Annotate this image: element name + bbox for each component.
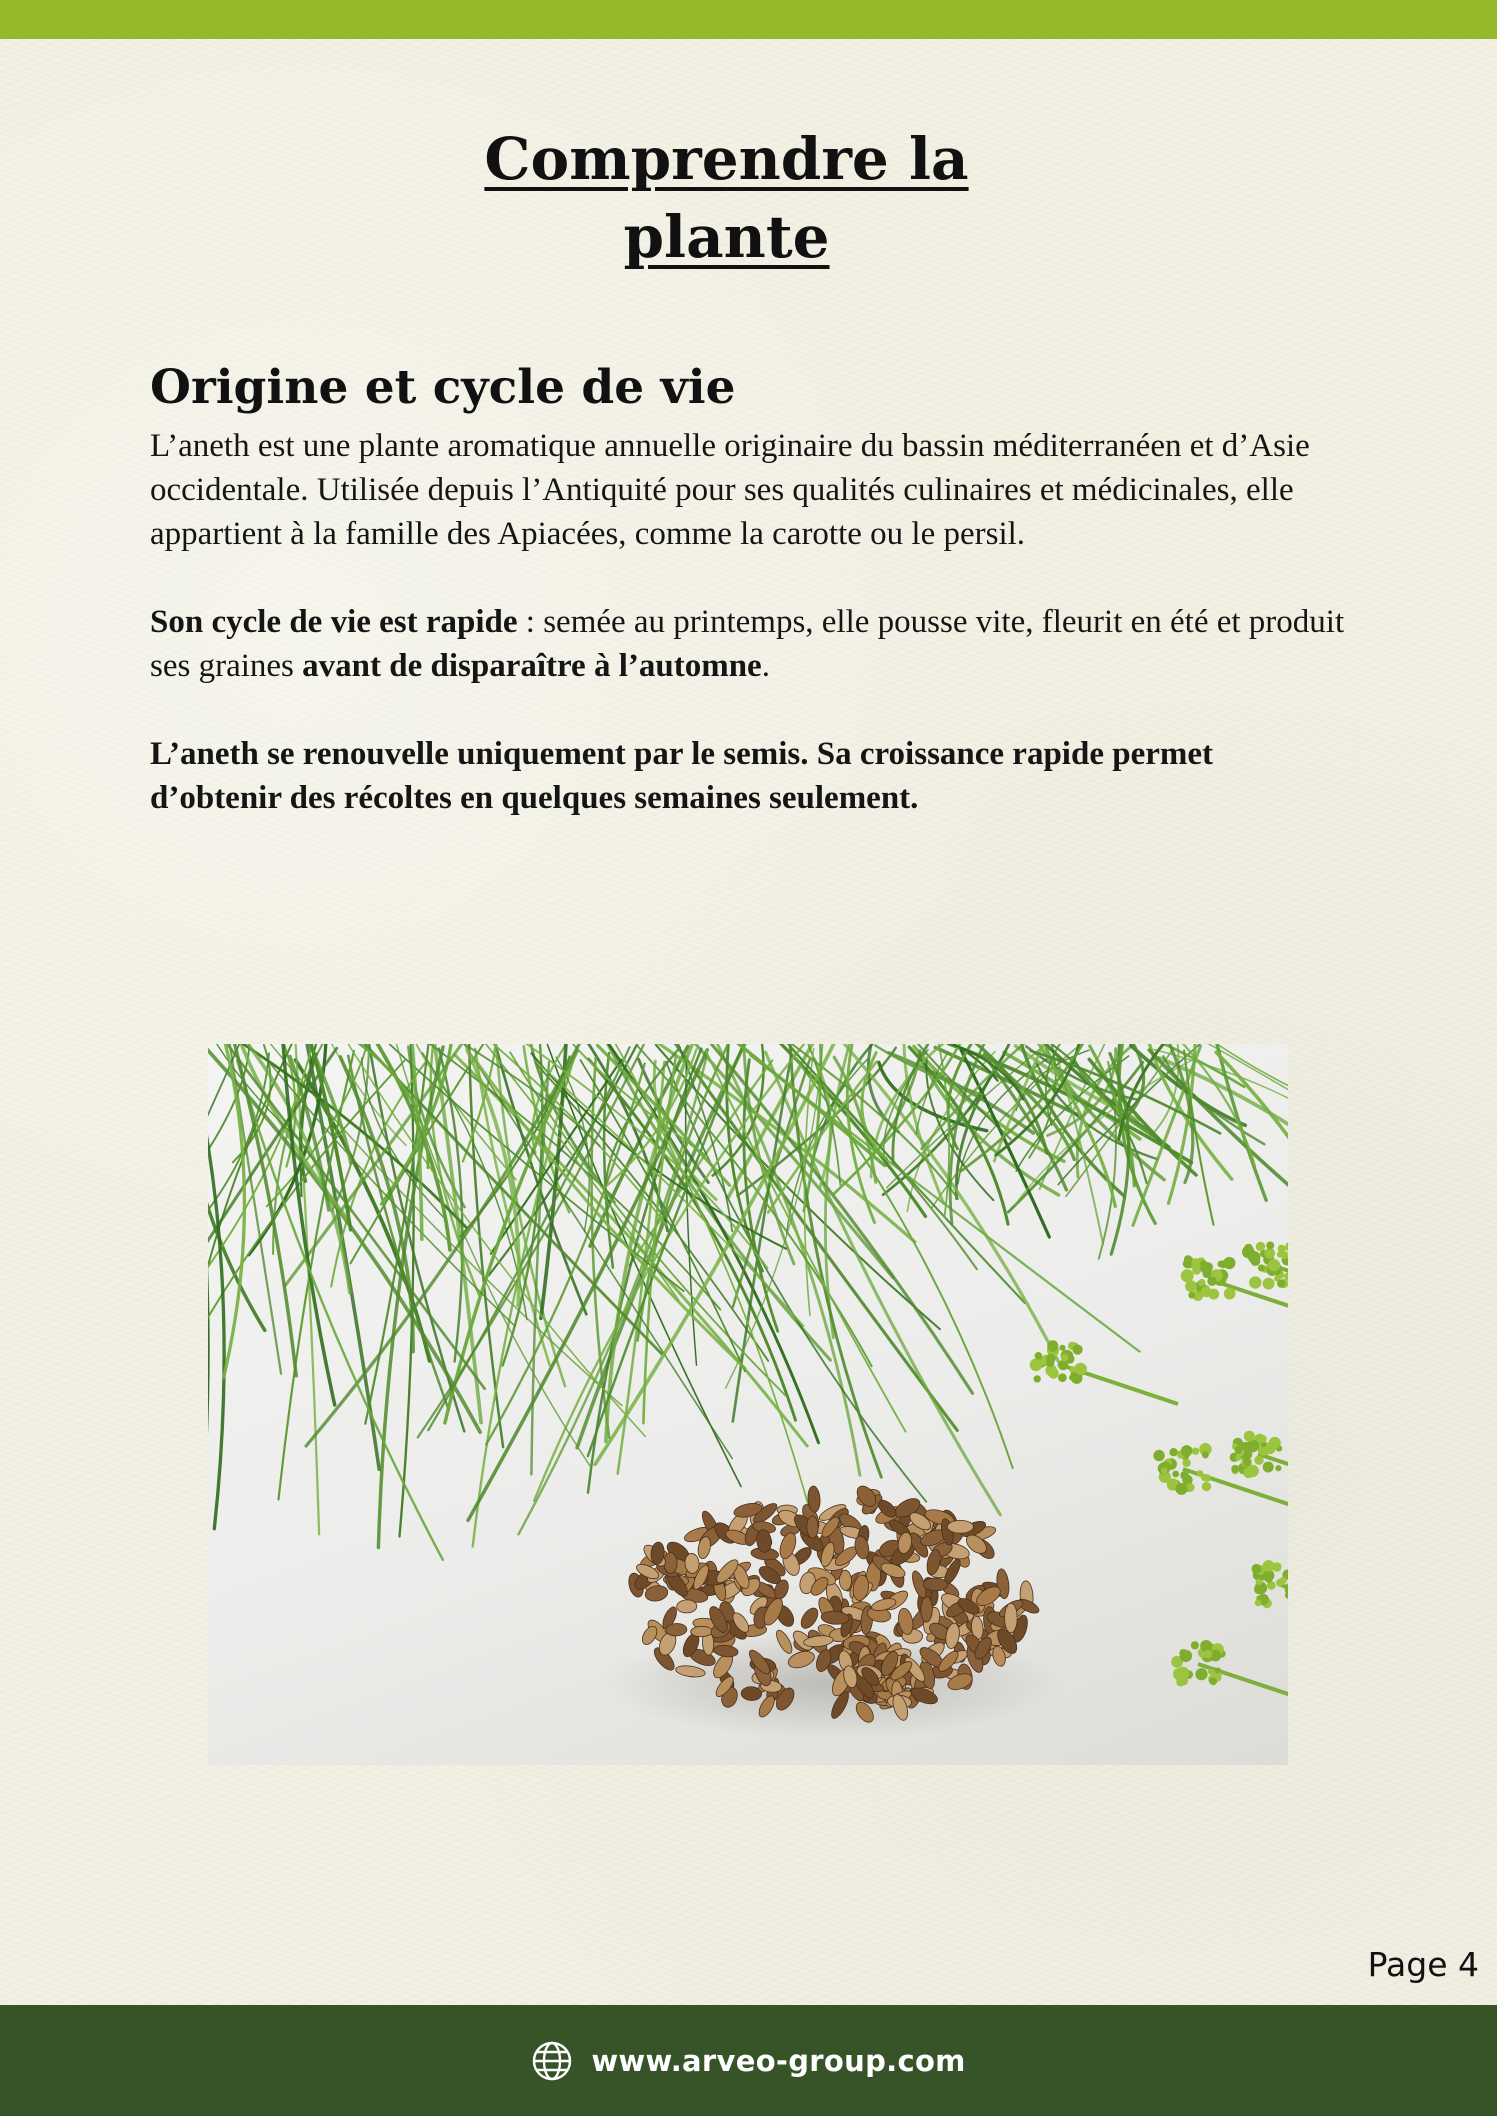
flower-bud <box>1192 1266 1201 1275</box>
dill-seed <box>921 1597 933 1622</box>
flower-bud <box>1181 1269 1194 1282</box>
flower-bud <box>1202 1451 1209 1458</box>
flower-bud <box>1259 1435 1267 1443</box>
flower-bud <box>1243 1468 1254 1479</box>
flower-bud <box>1249 1276 1261 1288</box>
flower-bud <box>1153 1450 1164 1461</box>
flower-bud <box>1244 1431 1255 1442</box>
flower-bud <box>1208 1669 1214 1675</box>
life-cycle-period: . <box>761 648 770 684</box>
flower-bud <box>1058 1373 1067 1382</box>
life-cycle-bold-intro: Son cycle de vie est rapide <box>150 604 518 640</box>
flower-bud <box>1204 1650 1213 1659</box>
paragraph-life-cycle <box>150 600 1350 688</box>
dill-seed <box>676 1600 697 1614</box>
flower-bud <box>1242 1246 1255 1259</box>
page-title-text: Comprendre la plante <box>484 125 969 271</box>
flower-bud <box>1264 1248 1275 1259</box>
flower-bud <box>1251 1256 1261 1266</box>
dill-seed <box>798 1605 821 1631</box>
flower-bud <box>1278 1245 1286 1253</box>
footer-bar <box>0 2005 1497 2116</box>
life-cycle-text: : semée au printemps, elle pousse vite, fleurit en été et produit ses graines <box>150 604 1345 684</box>
sowing-bold-text: L’aneth se renouvelle uniquement par le semis. Sa croissance rapide permet d’obtenir des récoltes en quelques semaines seulement. <box>150 736 1213 816</box>
flower-bud <box>1176 1667 1189 1680</box>
flower-bud <box>1034 1375 1041 1382</box>
flower-bud <box>1197 1470 1203 1476</box>
section-heading: Origine et cycle de vie <box>150 360 736 415</box>
flower-bud <box>1255 1600 1262 1607</box>
flower-bud <box>1256 1242 1265 1251</box>
flower-bud <box>1198 1279 1205 1286</box>
dill-seed <box>807 1516 819 1538</box>
flower-bud <box>1069 1375 1075 1381</box>
dill-leaf-strand <box>306 1044 587 1446</box>
flower-bud <box>1263 1462 1274 1473</box>
flower-bud <box>1275 1465 1281 1471</box>
flower-bud <box>1203 1474 1211 1482</box>
flower-bud <box>1191 1641 1199 1649</box>
dill-leaf-strand <box>208 1063 224 1529</box>
flower-bud <box>1256 1579 1262 1585</box>
flower-bud <box>1188 1292 1195 1299</box>
dill-seed <box>947 1520 973 1533</box>
flower-bud <box>1176 1677 1185 1686</box>
flower-bud <box>1172 1471 1179 1478</box>
flower-bud <box>1201 1286 1212 1297</box>
flower-bud <box>1224 1288 1236 1300</box>
globe-icon <box>531 2040 573 2082</box>
dill-leaf-strand <box>709 1044 860 1475</box>
flower-bud <box>1048 1342 1058 1352</box>
flower-bud <box>1192 1448 1199 1455</box>
flower-bud <box>1200 1640 1212 1652</box>
flower-bud <box>1200 1262 1212 1274</box>
flower-bud <box>1186 1483 1195 1492</box>
flower-bud <box>1059 1345 1065 1351</box>
flower-bud <box>1182 1459 1190 1467</box>
flower-bud <box>1030 1359 1043 1372</box>
flower-bud <box>1035 1352 1043 1360</box>
flower-bud <box>1215 1668 1221 1674</box>
flower-bud <box>1183 1259 1192 1268</box>
page-title <box>0 120 1453 276</box>
website-link[interactable]: www.arveo-group.com <box>591 2043 966 2078</box>
flower-bud <box>1161 1468 1167 1474</box>
flower-bud <box>1209 1678 1217 1686</box>
flower-bud <box>1046 1359 1054 1367</box>
flower-bud <box>1272 1562 1281 1571</box>
flower-bud <box>1252 1564 1262 1574</box>
flower-bud <box>1175 1483 1187 1495</box>
flower-bud <box>1207 1277 1216 1286</box>
flower-bud <box>1202 1482 1211 1491</box>
flower-bud <box>1241 1442 1250 1451</box>
paragraph-origin: L’aneth est une plante aromatique annuelle originaire du bassin méditerranéen et d’Asie occidentale. Utilisée depuis l’Antiquité pour ses qualités culinaires et médicinales, elle appartient à la famille des Apiacées, comme la carotte ou le persil. <box>150 428 1310 552</box>
flower-bud <box>1223 1257 1235 1269</box>
flower-bud <box>1268 1259 1280 1271</box>
top-accent-bar <box>0 0 1497 39</box>
dill-seeds-photo <box>208 1044 1288 1765</box>
dill-seed <box>691 1626 713 1637</box>
page-number: Page 4 <box>1367 1945 1479 1984</box>
flower-bud <box>1276 1579 1284 1587</box>
flower-bud <box>1254 1456 1263 1465</box>
flower-bud <box>1266 1242 1274 1250</box>
flower-bud <box>1195 1668 1207 1680</box>
flower-bud <box>1277 1279 1285 1287</box>
life-cycle-bold-end: avant de disparaître à l’automne <box>302 648 762 684</box>
flower-bud <box>1073 1345 1083 1355</box>
flower-bud <box>1169 1448 1177 1456</box>
flower-bud <box>1058 1360 1068 1370</box>
flower-bud <box>1258 1264 1265 1271</box>
flower-bud <box>1231 1465 1239 1473</box>
dill-seed <box>1005 1603 1018 1633</box>
flower-bud <box>1269 1437 1281 1449</box>
flower-bud <box>1061 1354 1069 1362</box>
flower-bud <box>1181 1445 1192 1456</box>
flower-bud <box>1181 1654 1189 1662</box>
paragraph-sowing <box>150 732 1350 820</box>
main-content <box>150 352 1350 864</box>
flower-bud <box>1263 1278 1275 1290</box>
